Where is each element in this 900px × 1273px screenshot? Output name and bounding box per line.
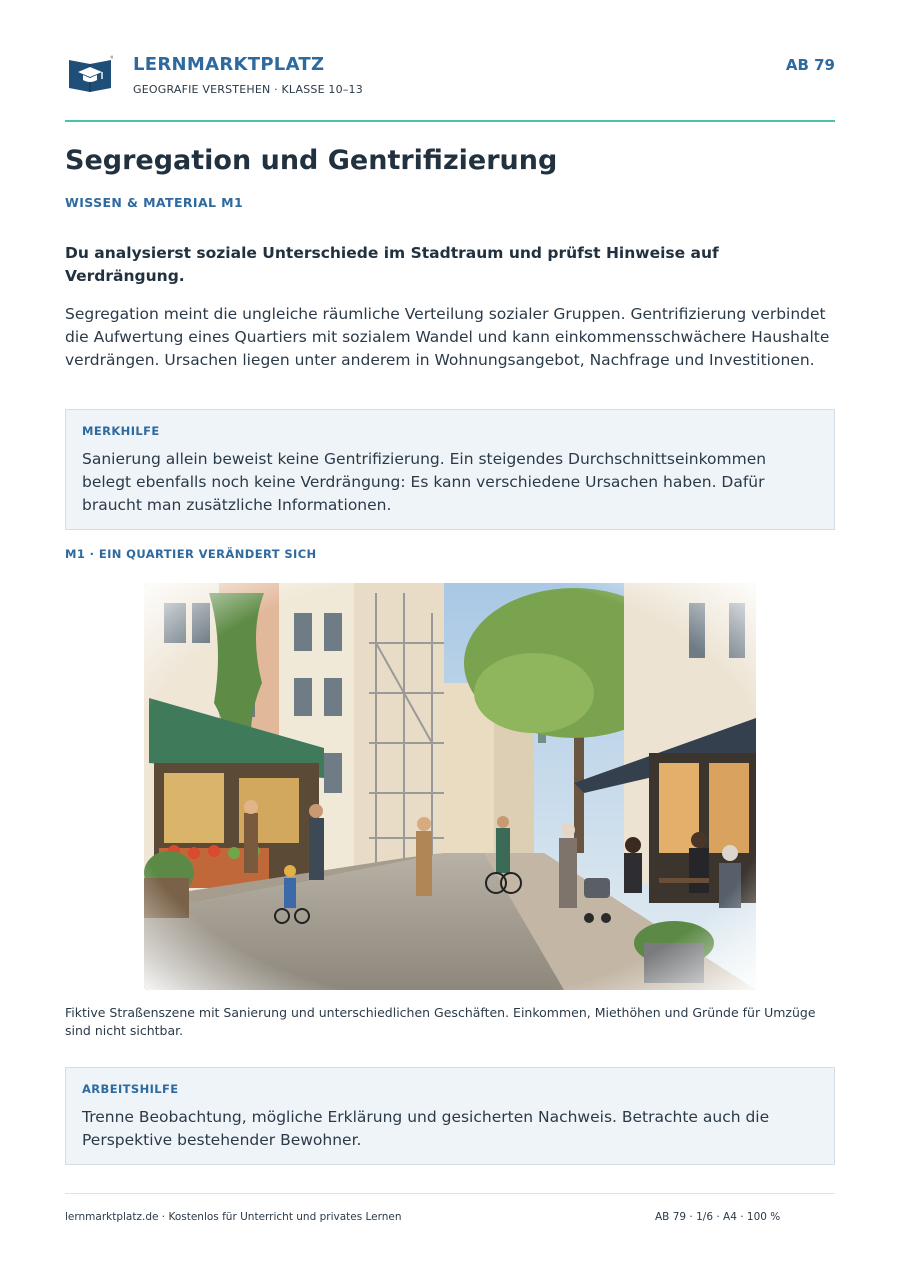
section-label: WISSEN & MATERIAL M1: [65, 195, 244, 210]
lead-text: Du analysierst soziale Unterschiede im Stadtraum und prüfst Hinweise auf Verdrängung.: [65, 244, 719, 285]
brand-subtitle: GEOGRAFIE VERSTEHEN · KLASSE 10–13: [133, 83, 363, 96]
m1-label: M1 · EIN QUARTIER VERÄNDERT SICH: [65, 547, 317, 561]
brand-name: LERNMARKTPLATZ: [133, 54, 325, 75]
footer-page-info: AB 79 · 1/6 · A4 · 100 %: [655, 1211, 781, 1223]
street-scene-illustration: [144, 583, 756, 990]
page-title: Segregation und Gentrifizierung: [65, 145, 558, 176]
graduation-cap-book-icon: [67, 54, 113, 94]
footer-divider: [65, 1193, 835, 1194]
header: [65, 52, 835, 122]
merkhilfe-title: MERKHILFE: [82, 424, 160, 438]
figure-caption: Fiktive Straßenszene mit Sanierung und unterschiedlichen Geschäften. Einkommen, Miethöhen und Gründe für Umzüge sind nicht sichtbar.: [65, 1005, 816, 1038]
arbeitshilfe-box: [65, 1067, 835, 1165]
arbeitshilfe-text: Trenne Beobachtung, mögliche Erklärung und gesicherten Nachweis. Betrachte auch die Perspektive bestehender Bewohner.: [82, 1108, 770, 1149]
worksheet-code: AB 79: [785, 56, 835, 74]
header-divider: [65, 120, 835, 122]
body-text: Segregation meint die ungleiche räumliche Verteilung sozialer Gruppen. Gentrifizierung verbindet die Aufwertung eines Quartiers mit sozialem Wandel und kann einkommensschwächere Haushalte verdrängen. Ursachen liegen unter anderem in Wohnungsangebot, Nachfrage und Investitionen.: [65, 305, 830, 369]
arbeitshilfe-title: ARBEITSHILFE: [82, 1082, 179, 1096]
footer-source: lernmarktplatz.de · Kostenlos für Unterricht und privates Lernen: [65, 1211, 402, 1223]
merkhilfe-box: [65, 409, 835, 530]
worksheet-page: [65, 0, 835, 1273]
merkhilfe-text: Sanierung allein beweist keine Gentrifizierung. Ein steigendes Durchschnittseinkommen belegt ebenfalls noch keine Verdrängung: Es kann verschiedene Ursachen haben. Dafür braucht man zusätzliche Informationen.: [82, 450, 767, 514]
